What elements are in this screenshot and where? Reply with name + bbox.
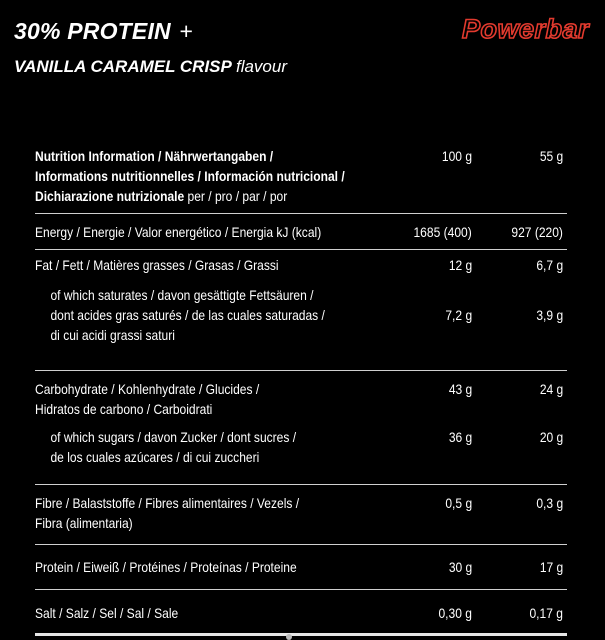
saturates-line-2: dont acides gras saturés / de las cuales saturadas / [50, 307, 325, 323]
header-line-1: Nutrition Information / Nährwertangaben / [35, 148, 274, 164]
brand-logo: Powerbar [461, 14, 589, 44]
column-header-55g: 55 g [539, 148, 563, 164]
protein-55g: 17 g [539, 559, 563, 575]
fibre-line-1: Fibre / Balaststoffe / Fibres alimentaires / Vezels / [35, 495, 300, 511]
header-line-3 [35, 186, 405, 206]
table-row-carbohydrate [35, 371, 567, 485]
bottom-dot-mark [286, 634, 292, 640]
energy-label: Energy / Energie / Valor energético / Energia kJ (kcal) [35, 224, 322, 240]
title-main: 30% PROTEIN [14, 18, 171, 44]
protein-100g: 30 g [448, 559, 472, 575]
table-row-salt [35, 590, 567, 636]
sugars-line-2: de los cuales azúcares / di cui zuccheri [50, 449, 260, 465]
carbs-100g: 43 g [448, 381, 472, 397]
carbs-line-1: Carbohydrate / Kohlenhydrate / Glucides / [35, 381, 260, 397]
saturates-100g: 7,2 g [445, 307, 472, 323]
nutrition-table [35, 142, 567, 636]
sugars-line-1: of which sugars / davon Zucker / dont sucres / [50, 429, 297, 445]
column-header-100g: 100 g [441, 148, 472, 164]
carbs-line-2: Hidratos de carbono / Carboidrati [35, 401, 213, 417]
sugars-55g: 20 g [539, 429, 563, 445]
salt-100g: 0,30 g [438, 605, 472, 621]
saturates-line-3: di cui acidi grassi saturi [50, 327, 175, 343]
salt-55g: 0,17 g [529, 605, 563, 621]
carbs-55g: 24 g [539, 381, 563, 397]
saturates-group [35, 285, 567, 345]
header-line-3-bold: Dichiarazione nutrizionale [35, 188, 185, 204]
product-title [14, 18, 193, 45]
fat-100g: 12 g [448, 257, 472, 273]
sugars-group [35, 427, 567, 467]
fibre-line-2: Fibra (alimentaria) [35, 515, 133, 531]
header-line-3-rest: per / pro / par / por [184, 188, 288, 204]
table-row-protein [35, 545, 567, 590]
table-header-row [35, 142, 567, 214]
fibre-100g: 0,5 g [445, 495, 472, 511]
salt-label: Salt / Salz / Sel / Sal / Sale [35, 605, 179, 621]
saturates-line-1: of which saturates / davon gesättigte Fettsäuren / [50, 287, 314, 303]
flavor-suffix: flavour [235, 57, 287, 76]
flavor-name: VANILLA CARAMEL CRISP [14, 57, 232, 76]
protein-label: Protein / Eiweiß / Protéines / Proteínas / Proteine [35, 559, 297, 575]
table-row-energy [35, 214, 567, 250]
product-flavor [14, 57, 287, 77]
title-plus: + [179, 18, 194, 44]
table-row-fat [35, 250, 567, 371]
fibre-55g: 0,3 g [536, 495, 563, 511]
energy-55g: 927 (220) [511, 224, 563, 240]
sugars-100g: 36 g [448, 429, 472, 445]
fat-55g: 6,7 g [536, 257, 563, 273]
table-row-fibre [35, 485, 567, 545]
energy-100g: 1685 (400) [413, 224, 472, 240]
header-line-2: Informations nutritionnelles / Información nutricional / [35, 168, 345, 184]
fat-label: Fat / Fett / Matières grasses / Grasas / Grassi [35, 257, 279, 273]
saturates-55g: 3,9 g [536, 307, 563, 323]
